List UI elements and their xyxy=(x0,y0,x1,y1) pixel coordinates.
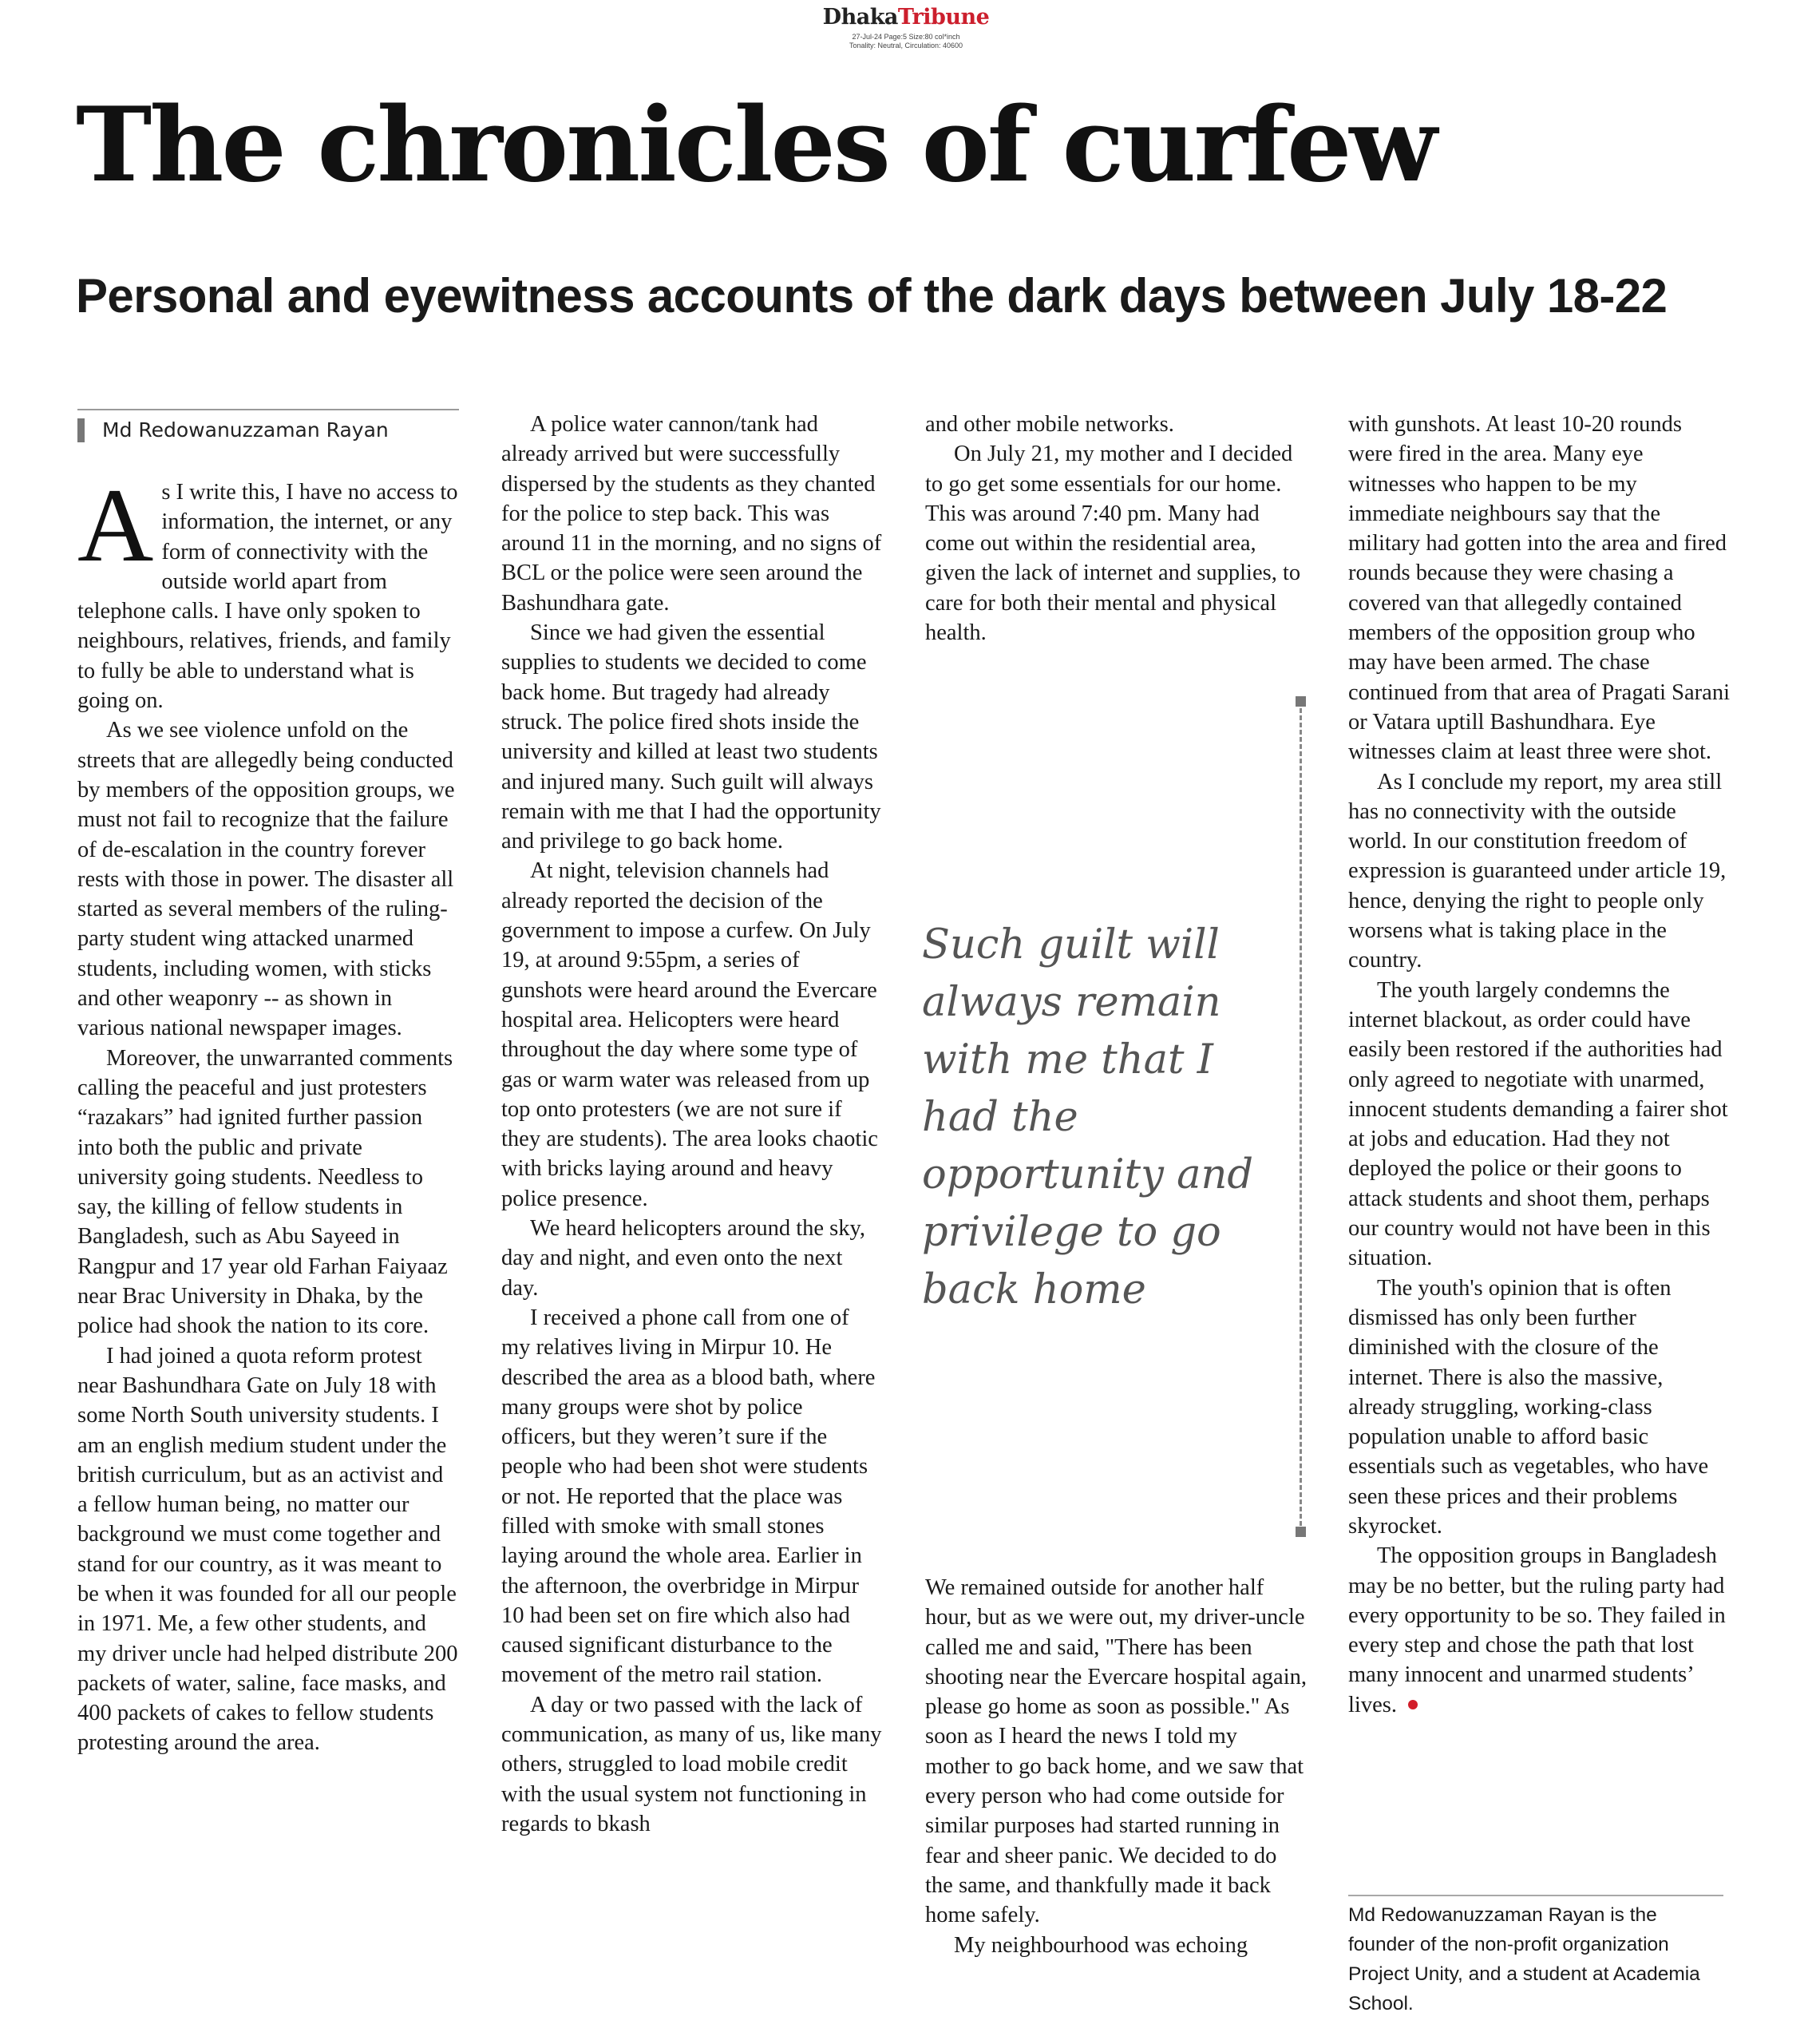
paragraph-11: On July 21, my mother and I decided to go get some essentials for our home. This was around 7:40 pm. Many had come out within the residential area, given the lack of internet and supplies, to care for both their mental and physical health. xyxy=(925,442,1301,646)
paragraph-15: The youth largely condemns the internet blackout, as order could have easily been restored if the authorities had only agreed to negotiate with unarmed, innocent students demanding a fairer shot at jobs and education. Had they not deployed the police or their goons to attack students and shoot them, perhaps our country would not have been in this situation. xyxy=(1348,977,1728,1271)
article-column-3-top xyxy=(925,410,1307,648)
paragraph-10: A day or two passed with the lack of communication, as many of us, like many others, struggled to load mobile credit with the usual system not functioning in regards to bkash xyxy=(501,1692,882,1836)
dashed-rule-bottom-cap xyxy=(1296,1527,1306,1537)
byline: Md Redowanuzzaman Rayan xyxy=(102,418,389,442)
subheadline: Personal and eyewitness accounts of the dark days between July 18-22 xyxy=(76,269,1668,323)
article-column-3-bottom xyxy=(925,1573,1307,1960)
paragraph-3: Moreover, the unwarranted comments calling the peaceful and just protesters “razakars” had ignited further passion into both the public and private university going students. Needless to say, the killing of fellow students in Bangladesh, such as Abu Sayeed in Rangpur and 17 year old Farhan Faiyaaz near Brac University in Dhaka, by the police had shook the nation to its core. xyxy=(77,1045,453,1339)
headline: The chronicles of curfew xyxy=(76,85,1435,205)
paragraph-6: Since we had given the essential supplies to students we decided to come back home. But tragedy had already struck. The police fired shots inside the university and killed at least two students and injured many. Such guilt will always remain with me that I had the opportunity and privilege to go back home. xyxy=(501,620,881,854)
paragraph-17: The opposition groups in Bangladesh may be no better, but the ruling party had every opportunity to be so. They failed in every step and chose the path that lost many innocent and unarmed students’ lives. xyxy=(1348,1543,1726,1717)
clipping-meta-line-2: Tonality: Neutral, Circulation: 40600 xyxy=(849,42,963,50)
drop-cap: A xyxy=(77,466,154,584)
article-column-1 xyxy=(77,466,459,1758)
paragraph-10-continued: and other mobile networks. xyxy=(925,412,1174,437)
bio-divider xyxy=(1348,1895,1723,1896)
logo-part-tribune: Tribune xyxy=(897,5,990,30)
paragraph-14: As I conclude my report, my area still has no connectivity with the outside world. In our constitution freedom of expression is guaranteed under article 19, hence, denying the right to people only worsens what is taking place in the country. xyxy=(1348,769,1727,973)
paragraph-7: At night, television channels had already reported the decision of the government to impose a curfew. On July 19, at around 9:55pm, a series of gunshots were heard around the Evercare hospital area. Helicopters were heard throughout the day where some type of gas or warm water was released from up top onto protesters (we are not sure if they are students). The area looks chaotic with bricks laying around and heavy police presence. xyxy=(501,858,878,1211)
pull-quote-dashed-rule xyxy=(1300,701,1302,1533)
pull-quote: Such guilt will always remain with me that I had the opportunity and privilege to go back home xyxy=(922,921,1253,1313)
byline-block xyxy=(77,409,459,442)
byline-marker xyxy=(77,418,85,442)
newspaper-logo xyxy=(0,5,1812,30)
paragraph-8: We heard helicopters around the sky, day and night, and even onto the next day. xyxy=(501,1216,866,1301)
article-column-2 xyxy=(501,410,883,1839)
paragraph-12: We remained outside for another half hour, but as we were out, my driver-uncle called me and said, "There has been shooting near the Evercare hospital again, please go home as soon as possible." As soon as I heard the news I told my mother to go back home, and we saw that every person who had come outside for similar purposes had started running in fear and sheer panic. We decided to do the same, and thankfully made it back home safely. xyxy=(925,1575,1307,1928)
paragraph-13: My neighbourhood was echoing xyxy=(954,1932,1248,1958)
paragraph-2: As we see violence unfold on the streets that are allegedly being conducted by members of the opposition groups, we must not fail to recognize that the failure of de-escalation in the country forever rests with those in power. The disaster all started as several members of the ruling-party student wing attacked unarmed students, including women, with sticks and other weaponry -- as shown in various national newspaper images. xyxy=(77,718,455,1041)
article-column-4 xyxy=(1348,410,1730,1720)
paragraph-9: I received a phone call from one of my relatives living in Mirpur 10. He described the area as a blood bath, where many groups were shot by police officers, but they weren’t sure if the people who had been shot were students or not. He reported that the place was filled with smoke with small stones laying around the whole area. Earlier in the afternoon, the overbridge in Mirpur 10 had been set on fire which also had caused significant disturbance to the movement of the metro rail station. xyxy=(501,1305,876,1688)
paragraph-13-continued: with gunshots. At least 10-20 rounds were fired in the area. Many eye witnesses who happen to be my immediate neighbours say that the military had gotten into the area and fired rounds because they were chasing a covered van that allegedly contained members of the opposition group who may have been armed. The chase continued from that area of Pragati Sarani or Vatara uptill Bashundhara. Eye witnesses claim at least three were shot. xyxy=(1348,412,1730,765)
paragraph-5: A police water cannon/tank had already arrived but were successfully dispersed by the students as they chanted for the police to step back. This was around 11 in the morning, and no signs of BCL or the police were seen around the Bashundhara gate. xyxy=(501,412,882,616)
clipping-meta-line-1: 27-Jul-24 Page:5 Size:80 col*inch xyxy=(852,33,960,41)
dashed-rule-top-cap xyxy=(1296,696,1306,707)
clipping-meta xyxy=(0,33,1812,50)
author-bio: Md Redowanuzzaman Rayan is the founder of the non-profit organization Project Unity, and a student at Academia School. xyxy=(1348,1904,1700,2014)
paragraph-1: As I write this, I have no access to information, the internet, or any form of connectivity with the outside world apart from telephone calls. I have only spoken to neighbours, relatives, friends, and family to fully be able to understand what is going on. xyxy=(77,466,458,714)
logo-part-dhaka: Dhaka xyxy=(822,5,898,30)
end-mark-dot xyxy=(1408,1700,1418,1709)
paragraph-16: The youth's opinion that is often dismissed has only been further diminished with the closure of the internet. There is also the massive, already struggling, working-class population unable to afford basic essentials such as vegetables, who have seen these prices and their problems skyrocket. xyxy=(1348,1275,1709,1539)
paragraph-4: I had joined a quota reform protest near Bashundhara Gate on July 18 with some North South university students. I am an english medium student under the british curriculum, but as an activist and a fellow human being, no matter our background we must come together and stand for our country, as it was meant to be when it was founded for all our people in 1971. Me, a few other students, and my driver uncle had helped distribute 200 packets of water, saline, face masks, and 400 packets of cakes to fellow students protesting around the area. xyxy=(77,1343,458,1756)
masthead xyxy=(0,0,1812,50)
